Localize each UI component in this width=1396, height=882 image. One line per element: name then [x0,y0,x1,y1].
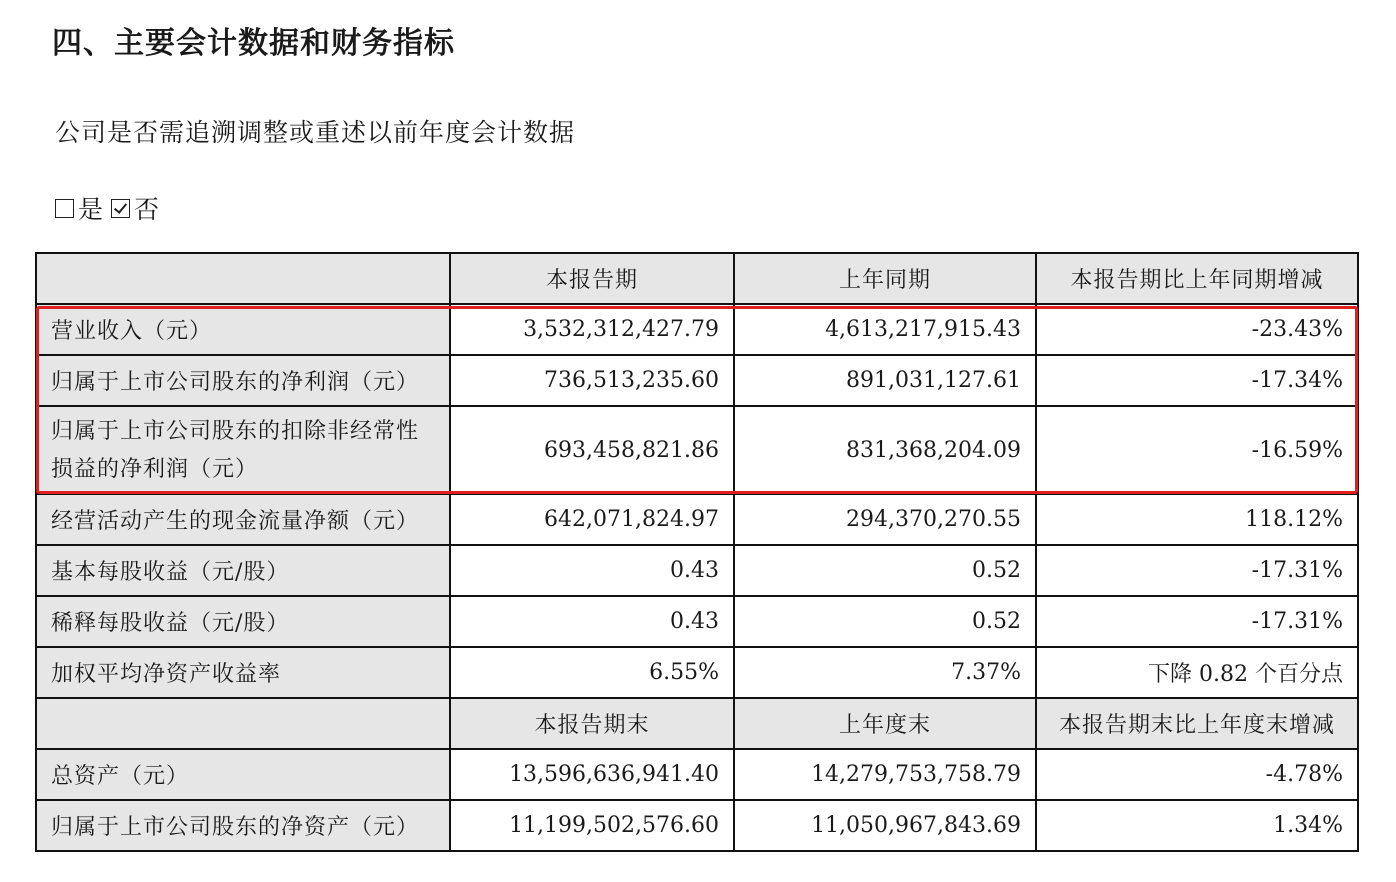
prior-value: 0.52 [734,545,1036,596]
row-label: 归属于上市公司股东的净利润（元） [36,355,450,406]
prior-value: 0.52 [734,596,1036,647]
change-value: -23.43% [1036,304,1358,355]
current-value: 642,071,824.97 [450,494,734,545]
row-label: 稀释每股收益（元/股） [36,596,450,647]
table-row [36,406,1358,494]
table-row [36,647,1358,698]
current-value: 0.43 [450,545,734,596]
financial-data-table [35,252,1359,852]
change-value: -17.31% [1036,545,1358,596]
checkbox-unchecked-icon[interactable] [55,199,74,218]
header-prior-year-end: 上年度末 [734,698,1036,749]
prior-value: 294,370,270.55 [734,494,1036,545]
prior-value: 831,368,204.09 [734,406,1036,494]
restatement-options [55,190,159,226]
table-row [36,596,1358,647]
table-row [36,749,1358,800]
change-value: 下降 0.82 个百分点 [1036,647,1358,698]
row-label: 加权平均净资产收益率 [36,647,450,698]
header-change: 本报告期比上年同期增减 [1036,253,1358,304]
change-value: -4.78% [1036,749,1358,800]
option-no[interactable] [111,190,159,226]
header-change-period-end: 本报告期末比上年度末增减 [1036,698,1358,749]
row-label: 总资产（元） [36,749,450,800]
current-value: 693,458,821.86 [450,406,734,494]
option-yes[interactable] [55,190,103,226]
current-value: 736,513,235.60 [450,355,734,406]
option-yes-label: 是 [78,195,104,224]
table-header-row [36,253,1358,304]
current-value: 11,199,502,576.60 [450,800,734,851]
change-value: 118.12% [1036,494,1358,545]
restatement-question: 公司是否需追溯调整或重述以前年度会计数据 [55,118,576,147]
row-label: 营业收入（元） [36,304,450,355]
change-value: -16.59% [1036,406,1358,494]
section-title: 四、主要会计数据和财务指标 [52,26,455,61]
header-current-period: 本报告期 [450,253,734,304]
current-value: 0.43 [450,596,734,647]
prior-value: 14,279,753,758.79 [734,749,1036,800]
table-subheader-row [36,698,1358,749]
prior-value: 4,613,217,915.43 [734,304,1036,355]
prior-value: 11,050,967,843.69 [734,800,1036,851]
current-value: 6.55% [450,647,734,698]
header-current-period-end: 本报告期末 [450,698,734,749]
table-row [36,304,1358,355]
change-value: -17.34% [1036,355,1358,406]
prior-value: 891,031,127.61 [734,355,1036,406]
current-value: 13,596,636,941.40 [450,749,734,800]
header-prior-period: 上年同期 [734,253,1036,304]
checkbox-checked-icon[interactable] [111,199,130,218]
row-label: 基本每股收益（元/股） [36,545,450,596]
prior-value: 7.37% [734,647,1036,698]
table-row [36,800,1358,851]
current-value: 3,532,312,427.79 [450,304,734,355]
row-label: 归属于上市公司股东的扣除非经常性损益的净利润（元） [36,406,450,494]
subheader-cell-empty [36,698,450,749]
row-label: 经营活动产生的现金流量净额（元） [36,494,450,545]
change-value: -17.31% [1036,596,1358,647]
header-cell-empty [36,253,450,304]
row-label: 归属于上市公司股东的净资产（元） [36,800,450,851]
table-row [36,355,1358,406]
change-value: 1.34% [1036,800,1358,851]
table-row [36,494,1358,545]
table-row [36,545,1358,596]
option-no-label: 否 [134,195,160,224]
